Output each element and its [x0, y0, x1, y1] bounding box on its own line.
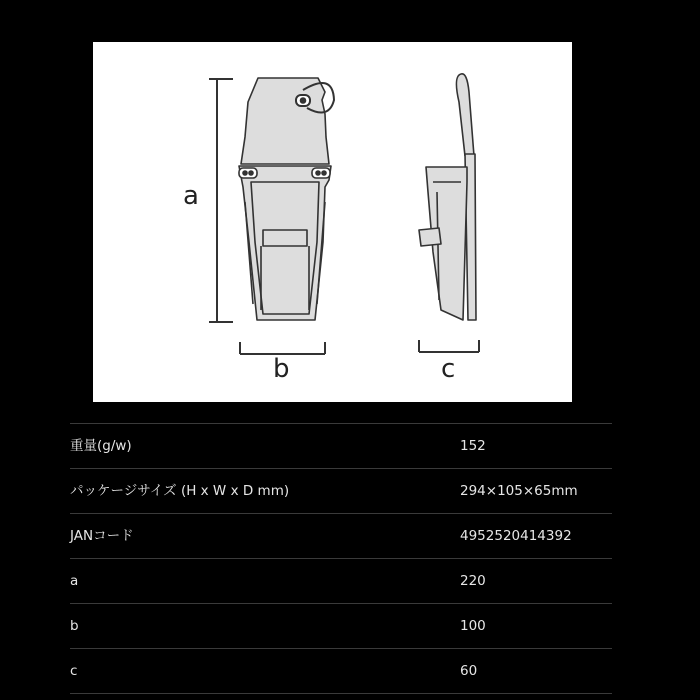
product-dimension-figure — [93, 42, 572, 402]
spec-row-package-size — [70, 469, 612, 514]
spec-value: 294×105×65mm — [460, 483, 578, 499]
dimension-line-b — [240, 342, 325, 354]
spec-label: b — [70, 618, 79, 634]
spec-value: 60 — [460, 663, 478, 679]
spec-value: 220 — [460, 573, 486, 589]
spec-value: 4952520414392 — [460, 528, 572, 544]
spec-label: a — [70, 573, 79, 589]
dimension-label-b: b — [273, 354, 290, 384]
dimension-line-c — [419, 340, 479, 352]
spec-row-jan-code — [70, 514, 612, 559]
dimension-line-a — [209, 79, 233, 322]
spec-value: 100 — [460, 618, 486, 634]
spec-row-b — [70, 604, 612, 649]
spec-value: 152 — [460, 438, 486, 454]
holster-front-view — [239, 78, 334, 320]
dimension-label-a: a — [183, 181, 199, 211]
spec-label: パッケージサイズ (H x W x D mm) — [70, 483, 290, 499]
spec-label: c — [70, 663, 78, 679]
spec-label: 重量(g/w) — [70, 438, 132, 454]
holster-side-view — [419, 74, 476, 320]
spec-label: JANコード — [70, 528, 134, 544]
spec-row-c — [70, 649, 612, 694]
spec-row-weight — [70, 424, 612, 469]
dimension-label-c: c — [441, 354, 456, 384]
holster-drawing — [93, 42, 572, 402]
spec-row-a — [70, 559, 612, 604]
spec-table — [70, 423, 612, 694]
